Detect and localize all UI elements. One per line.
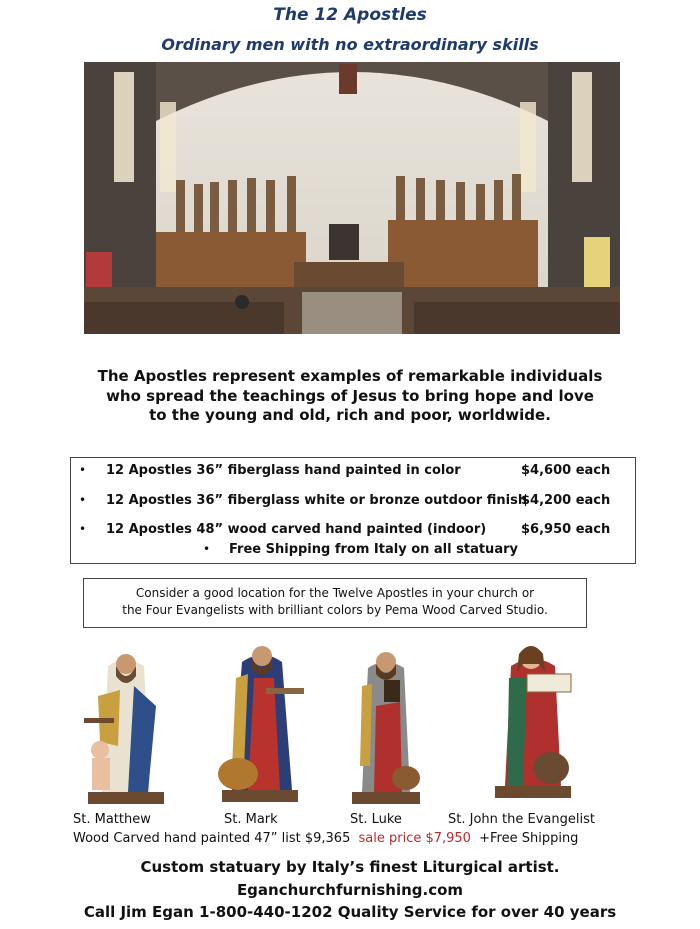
consider-line-2: the Four Evangelists with brilliant colors by Pema Wood Carved Studio. [122,603,548,617]
intro-line-1: The Apostles represent examples of remarkable individuals [97,367,603,385]
shipping-note: Free Shipping from Italy on all statuary [229,542,518,557]
price-item-label: 12 Apostles 36” fiberglass hand painted in color [106,463,461,478]
intro-line-3: to the young and old, rich and poor, worldwide. [149,406,551,424]
caption-st-matthew: St. Matthew [73,812,151,827]
bullet: • [79,463,87,477]
price-item-price: $4,200 each [521,493,611,508]
caption-st-luke: St. Luke [350,812,402,827]
footer-contact: Call Jim Egan 1-800-440-1202 Quality Service for over 40 years [83,903,617,921]
statue-st-mark [214,638,310,810]
price-item-price: $6,950 each [521,522,611,537]
website-link[interactable]: Eganchurchfurnishing.com [236,881,464,899]
statue-st-luke [346,646,426,810]
pricing-box [70,457,636,564]
price-item-label: 12 Apostles 48” wood carved hand painted (indoor) [106,522,487,537]
sale-price: sale price $7,950 [358,831,471,846]
church-interior-photo [84,62,620,334]
footer-line-1: Custom statuary by Italy’s finest Liturgical artist. [140,858,560,876]
offer-shipping: +Free Shipping [479,831,579,846]
bullet: • [79,493,87,507]
page-title: The 12 Apostles [273,5,427,25]
caption-st-john: St. John the Evangelist [448,812,595,827]
offer-line [73,831,578,846]
caption-st-mark: St. Mark [224,812,278,827]
bullet: • [79,522,87,536]
statue-st-john [487,638,579,804]
price-item-price: $4,600 each [521,463,611,478]
page-subtitle: Ordinary men with no extraordinary skills [161,35,539,54]
consider-line-1: Consider a good location for the Twelve Apostles in your church or [135,586,535,600]
statue-st-matthew [78,646,174,810]
consider-box [83,578,587,628]
price-item-label: 12 Apostles 36” fiberglass white or bronze outdoor finish [106,493,528,508]
intro-line-2: who spread the teachings of Jesus to bring hope and love [106,387,594,405]
bullet: • [203,542,211,556]
offer-text: Wood Carved hand painted 47” list $9,365 [73,831,351,846]
